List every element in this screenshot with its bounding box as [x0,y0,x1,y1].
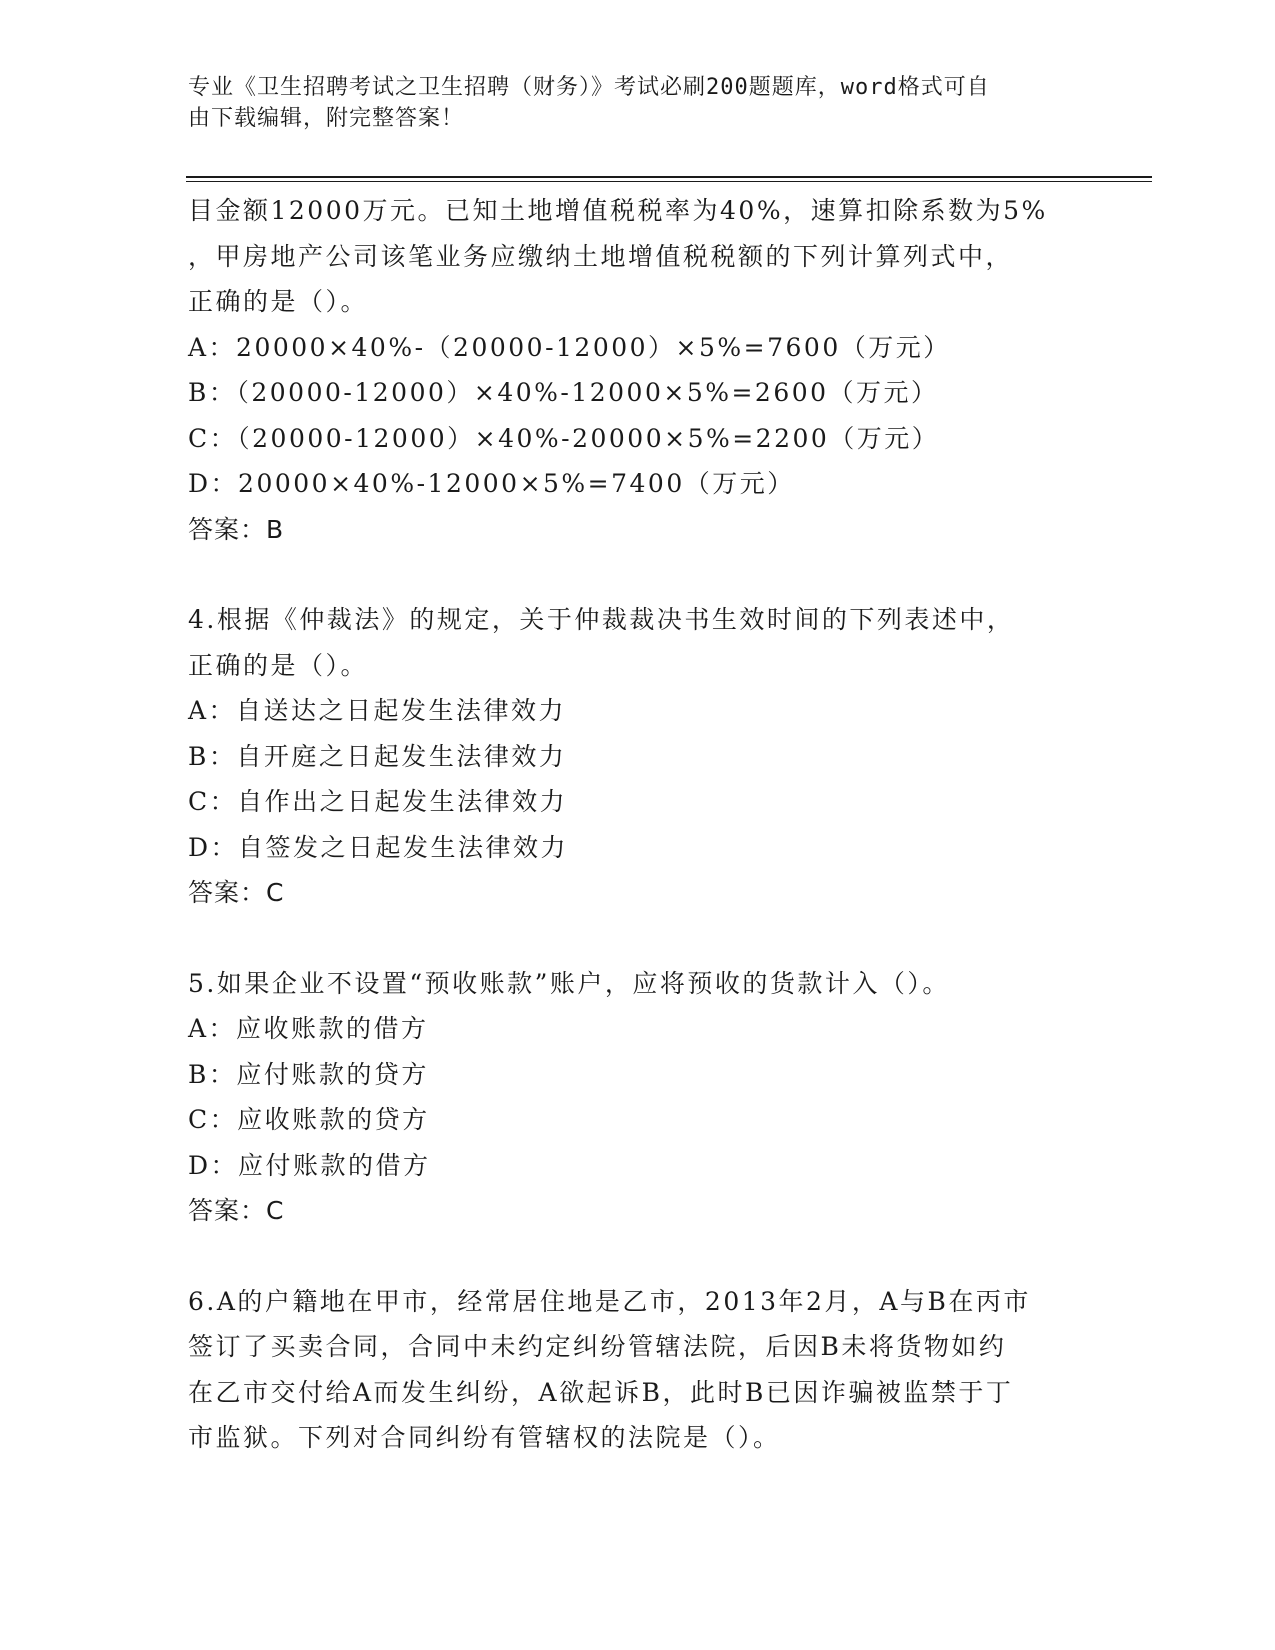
answer-label: 答案：C [188,1196,285,1225]
question-stem-line: 市监狱。下列对合同纠纷有管辖权的法院是（）。 [188,1423,781,1452]
option-b: B：自开庭之日起发生法律效力 [188,741,567,771]
header-line-1: 专业《卫生招聘考试之卫生招聘（财务）》考试必刷200题题库，word格式可自 [188,75,990,100]
option-a: A：自送达之日起发生法律效力 [188,696,567,725]
answer-label: 答案：B [188,514,285,544]
option-b: B：应付账款的贷方 [188,1059,429,1089]
question-stem-line: ，甲房地产公司该笔业务应缴纳土地增值税税额的下列计算列式中， [188,241,1014,271]
question-stem-line: 5.如果企业不设置“预收账款”账户，应将预收的货款计入（）。 [188,968,950,998]
header-divider-thin [186,181,1152,182]
question-spacer [188,916,1088,961]
question-stem-line: 4.根据《仲裁法》的规定，关于仲裁裁决书生效时间的下列表述中， [188,605,1015,634]
option-c: C：自作出之日起发生法律效力 [188,787,568,816]
option-d: D：应付账款的借方 [188,1150,431,1180]
option-b: B：（20000-12000）×40%-12000×5%=2600（万元） [188,378,939,407]
question-stem-line: 6.A的户籍地在甲市，经常居住地是乙市，2013年2月，A与B在丙市 [188,1286,1031,1316]
question-6 [188,1279,1088,1461]
option-a: A：应收账款的借方 [188,1014,429,1043]
option-d: D：20000×40%-12000×5%=7400（万元） [188,469,795,498]
question-stem-line: 目金额12000万元。已知土地增值税税率为40%，速算扣除系数为5% [188,196,1048,225]
question-stem-line: 签订了买卖合同，合同中未约定纠纷管辖法院，后因B未将货物如约 [188,1332,1007,1361]
option-d: D：自签发之日起发生法律效力 [188,832,569,862]
option-c: C：应收账款的贷方 [188,1105,430,1134]
question-stem-line: 在乙市交付给A而发生纠纷，A欲起诉B，此时B已因诈骗被监禁于丁 [188,1377,1014,1407]
header-line-2: 由下载编辑，附完整答案！ [188,106,465,131]
option-c: C：（20000-12000）×40%-20000×5%=2200（万元） [188,423,940,453]
answer-label: 答案：C [188,878,285,907]
question-stem-line: 正确的是（）。 [188,650,369,680]
question-3 [188,188,1088,552]
question-4 [188,597,1088,916]
header-divider-thick [186,176,1152,178]
document-header [188,72,1068,134]
option-a: A：20000×40%-（20000-12000）×5%=7600（万元） [188,332,951,362]
question-spacer [188,1234,1088,1279]
question-list [188,188,1088,1461]
question-stem-line: 正确的是（）。 [188,287,369,316]
question-5 [188,961,1088,1234]
question-spacer [188,552,1088,597]
